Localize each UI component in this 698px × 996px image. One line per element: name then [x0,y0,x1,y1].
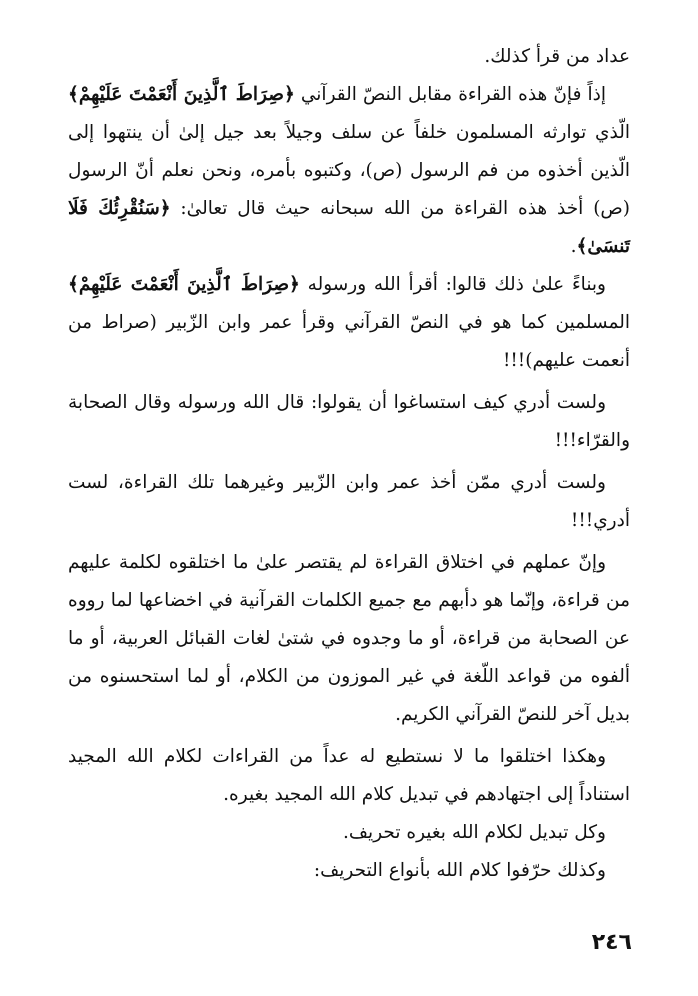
text-segment: . [570,236,577,257]
text-segment: ولست أدري كيف استساغوا أن يقولوا: قال الله ورسوله وقال الصحابة والقرّاء!!! [68,392,630,451]
paragraph [68,464,630,540]
text-segment: وكذلك حرّفوا كلام الله بأنواع التحريف: [313,860,606,881]
text-segment: المسلمين كما هو في النصّ القرآني وقرأ عمر وابن الزّبير (صراط من أنعمت عليهم)!!! [68,312,630,371]
paragraph [68,814,630,852]
text-segment: عداد من قرأ كذلك. [484,46,630,67]
paragraph [68,852,630,890]
paragraph [68,544,630,734]
paragraph [68,384,630,460]
text-segment: إذاً فإنّ هذه القراءة مقابل النصّ القرآني [294,84,606,105]
page-number: ٢٤٦ [591,930,632,955]
text-segment: وبناءً علىٰ ذلك قالوا: أقرأ الله ورسوله [299,274,606,295]
text-segment: ولست أدري ممّن أخذ عمر وابن الزّبير وغيرهما تلك القراءة، لست أدري!!! [68,472,630,531]
quran-verse: ﴿صِرَاطَ ٱلَّذِينَ أَنْعَمْتَ عَلَيْهِمْ﴾ [68,274,300,295]
quran-verse: ﴿سَنُقْرِئُكَ فَلَا تَنسَىٰ﴾ [68,198,630,257]
text-segment: وهكذا اختلقوا ما لا نستطيع له عداً من القراءات لكلام الله المجيد استناداً إلى اجتهادهم في تبديل كلام الله المجيد بغيره. [68,746,630,805]
page-body [68,38,630,890]
text-segment: الّذي توارثه المسلمون خلفاً عن سلف وجيلاً بعد جيل إلىٰ أن ينتهوا إلى الّذين أخذوه من فم الرسول (ص)، وكتبوه بأمره، ونحن نعلم أنّ الرسول (ص) أخذ هذه القراءة من الله سبحانه حيث قال تعالىٰ: [68,122,630,219]
paragraph [68,738,630,814]
paragraph [68,266,630,380]
paragraph [68,76,630,266]
paragraph [68,38,630,76]
text-segment: وكل تبديل لكلام الله بغيره تحريف. [343,822,606,843]
quran-verse: ﴿صِرَاطَ ٱلَّذِينَ أَنْعَمْتَ عَلَيْهِمْ﴾ [68,84,295,105]
text-segment: وإنّ عملهم في اختلاق القراءة لم يقتصر علىٰ ما اختلقوه لكلمة عليهم من قراءة، وإنّما هو دأبهم مع جميع الكلمات القرآنية في اخضاعها لما رووه عن الصحابة من قراءة، أو ما وجدوه في شتىٰ لغات القبائل العربية، أو ما ألفوه من قواعد اللّغة في غير الموزون من الكلام، أو لما استحسنوه من بديل آخر للنصّ القرآني الكريم. [68,552,630,725]
